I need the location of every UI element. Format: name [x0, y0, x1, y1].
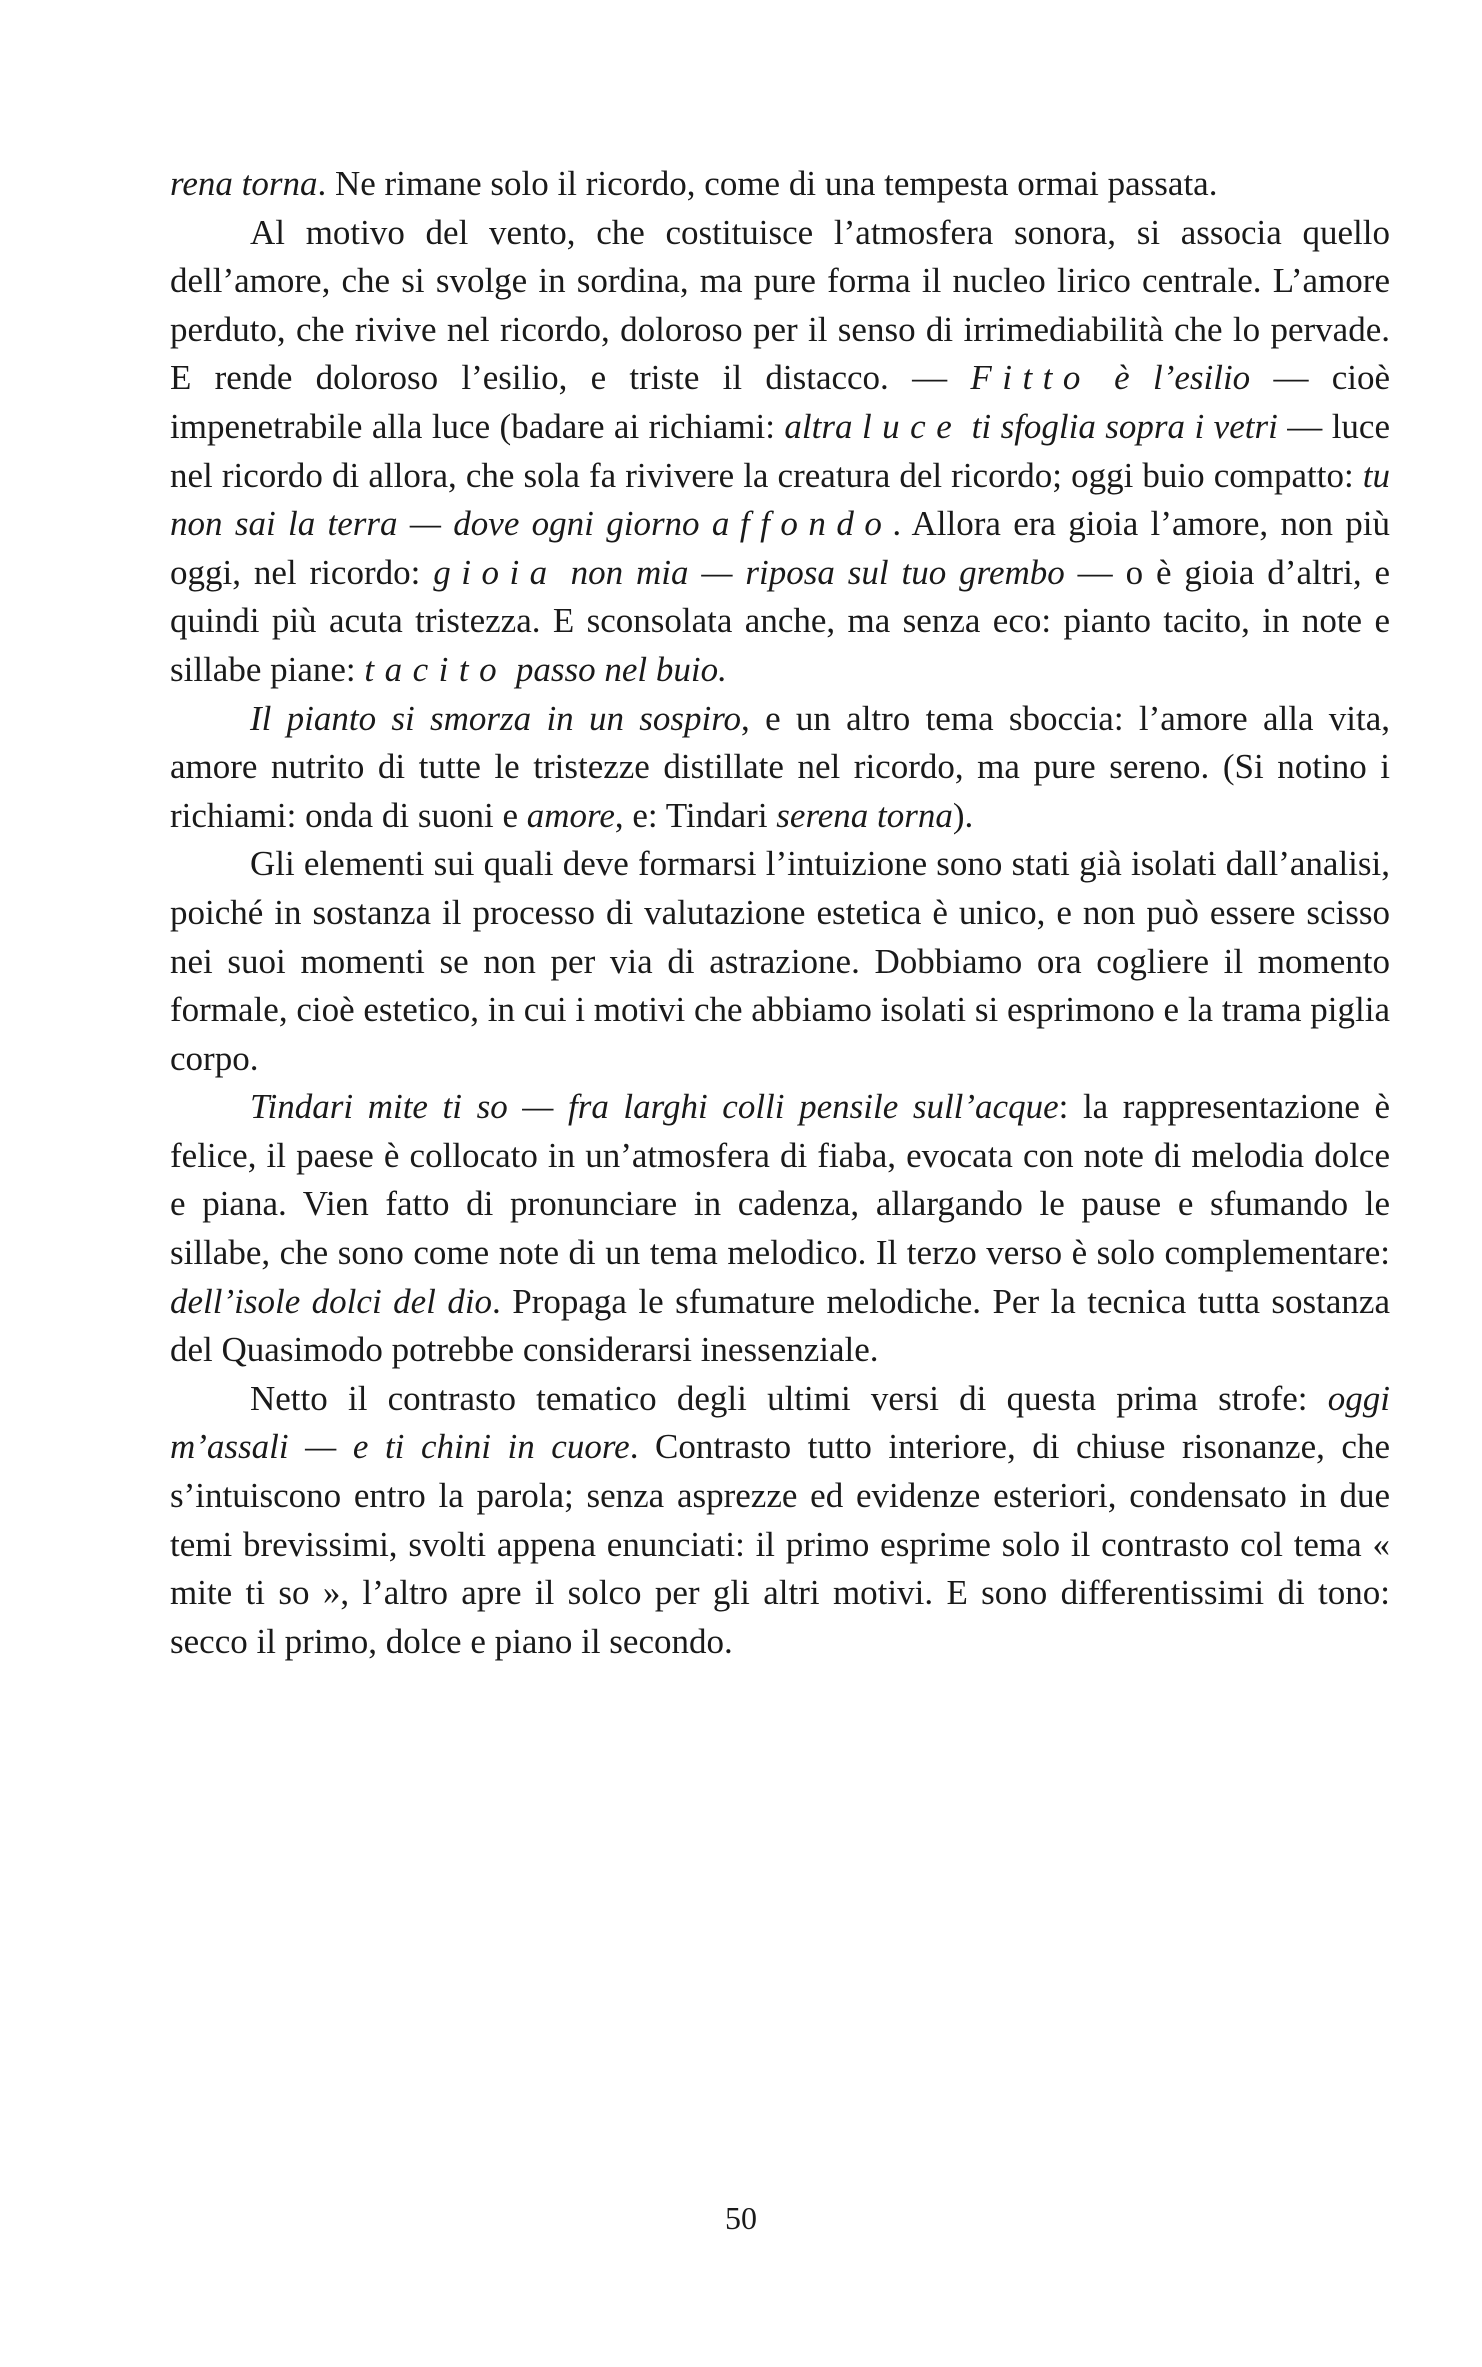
text-run: , e: Tindari	[614, 795, 777, 835]
paragraph	[170, 840, 1390, 1083]
italic-text: dell’isole dolci del dio	[170, 1281, 493, 1321]
italic-text: amore	[526, 795, 615, 835]
italic-text: gioia	[433, 552, 558, 592]
text-run: . Propaga le sfumature melodiche. Per la tecnica tutta sostanza del Quasimodo potrebbe considerarsi inessenziale.	[170, 1281, 1390, 1370]
italic-text: Tindari mite ti so — fra larghi colli pensile sull’acque	[250, 1087, 1059, 1127]
text-run: Netto il contrasto tematico degli ultimi versi di questa prima strofe:	[250, 1378, 1328, 1418]
text-run: ).	[952, 795, 974, 835]
italic-text: oggi m’assali — e ti chini in cuore	[170, 1378, 1390, 1467]
page-number: 50	[725, 2200, 757, 2236]
italic-text: rena torna	[170, 164, 318, 203]
text-run: Al motivo del vento, che costituisce l’atmosfera sonora, si associa quello dell’amore, che si svolge in sordina, ma pure forma il nucleo lirico centrale. L’amore perduto, che rivive nel ricordo, doloroso per il senso di irrimediabilità che lo pervade. E rende doloroso l’esilio, e triste il distacco. —	[170, 212, 1390, 398]
italic-text: passo nel buio.	[507, 649, 727, 689]
italic-text: Fitto	[970, 358, 1091, 398]
paragraph	[170, 160, 1390, 209]
paragraph	[170, 695, 1390, 841]
italic-text: tacito	[364, 649, 508, 689]
italic-text: è l’esilio	[1090, 358, 1251, 398]
italic-text: affondo	[711, 504, 893, 544]
italic-text: altra	[784, 406, 862, 446]
text-run: : la rappresentazione è felice, il paese è collocato in un’atmosfera di fiaba, evocata con note di melodia dolce e piana. Vien fatto di pronunciare in cadenza, allargando le pause e sfumando le sillabe, che sono come note di un tema melodico. Il terzo verso è solo complementare:	[170, 1087, 1390, 1273]
italic-text: Il pianto si smorza in un sospiro	[250, 698, 742, 738]
text-run: Gli elementi sui quali deve formarsi l’intuizione sono stati già isolati dall’analisi, poiché in sostanza il processo di valutazione estetica è unico, e non può essere scisso nei suoi momenti se non per via di astrazione. Dobbiamo ora cogliere il momento formale, cioè estetico, in cui i motivi che abbiamo isolati si esprimono e la trama piglia corpo.	[170, 844, 1390, 1078]
text-run: — o è gioia d’altri, e quindi più acuta tristezza. E sconsolata anche, ma senza eco: pianto tacito, in note e sillabe piane:	[170, 552, 1390, 689]
italic-text: non mia — riposa sul tuo grembo	[557, 552, 1065, 592]
text-run: . Allora era gioia l’amore, non più oggi, nel ricordo:	[170, 504, 1391, 592]
paragraph	[170, 1083, 1390, 1375]
text-run: — cioè impenetrabile alla luce (badare ai richiami:	[170, 358, 1391, 446]
italic-text: tu non sai la terra — dove ogni giorno	[170, 455, 1390, 544]
text-run: , e un altro tema sboccia: l’amore alla vita, amore nutrito di tutte le tristezze distillate nel ricordo, ma pure sereno. (Si notino i richiami: onda di suoni e	[170, 698, 1390, 835]
text-run: . Contrasto tutto interiore, di chiuse risonanze, che s’intuiscono entro la parola; senza asprezze ed evidenze esteriori, condensato in due temi brevissimi, svolti appena enunciati: il primo esprime solo il contrasto col tema « mite ti so », l’altro apre il solco per gli altri motivi. E sono differentissimi di tono: secco il primo, dolce e piano il secondo.	[170, 1427, 1390, 1661]
page-body	[170, 160, 1390, 1666]
text-run: — luce nel ricordo di allora, che sola fa rivivere la creatura del ricordo; oggi buio compatto:	[170, 406, 1390, 495]
paragraph	[170, 209, 1390, 695]
italic-text: ti sfoglia sopra i vetri	[962, 406, 1278, 446]
text-run: . Ne rimane solo il ricordo, come di una tempesta ormai passata.	[317, 164, 1218, 203]
italic-text: serena torna	[776, 795, 953, 835]
italic-text: luce	[861, 406, 963, 446]
paragraph	[170, 1375, 1390, 1667]
